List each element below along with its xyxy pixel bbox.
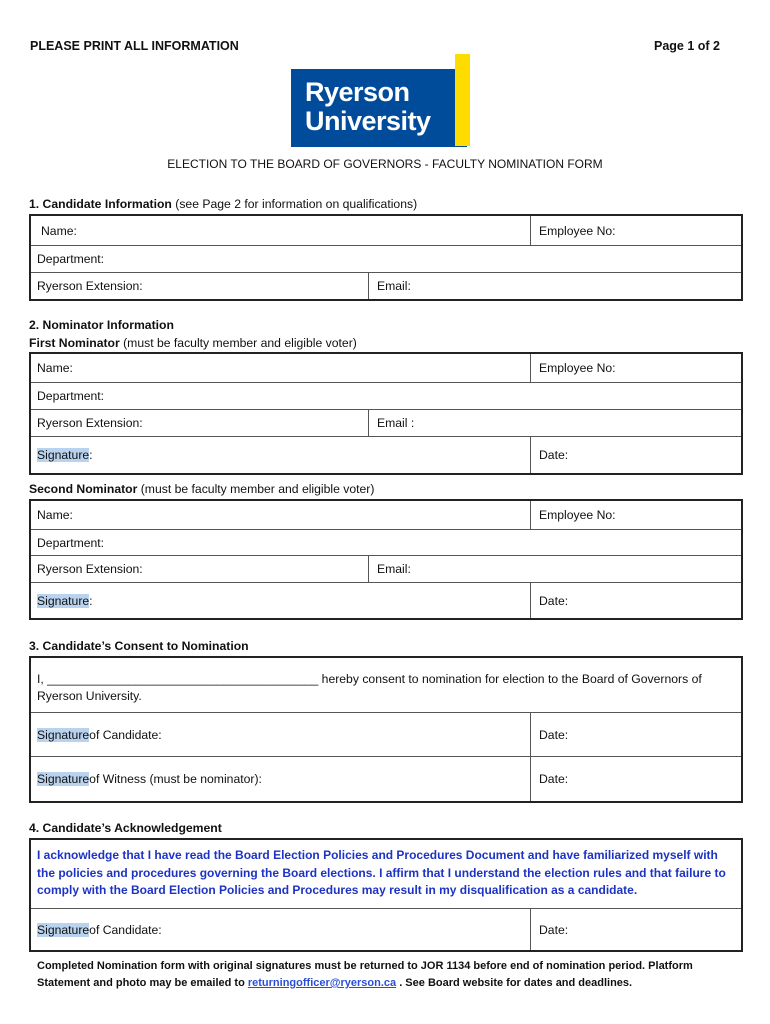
first-nominator-email-field[interactable]: Email : xyxy=(377,416,415,430)
witness-signature-field[interactable]: Signature of Witness (must be nominator): xyxy=(37,772,262,786)
consent-box xyxy=(29,656,743,803)
section1-title: 1. Candidate Information (see Page 2 for information on qualifications) xyxy=(29,197,418,211)
first-nominator-name-field[interactable]: Name: xyxy=(37,361,73,375)
second-nominator-date-field[interactable]: Date: xyxy=(539,593,569,608)
first-nominator-heading: First Nominator (must be faculty member and eligible voter) xyxy=(29,336,357,350)
first-nominator-date-field[interactable]: Date: xyxy=(539,448,569,462)
first-nominator-extension-field[interactable]: Ryerson Extension: xyxy=(37,416,143,430)
section2-title: 2. Nominator Information xyxy=(29,318,174,332)
logo-line2: University xyxy=(305,106,431,136)
candidate-extension-field[interactable]: Ryerson Extension: xyxy=(37,279,143,293)
first-nominator-employee-no-field[interactable]: Employee No: xyxy=(539,361,616,375)
logo-line1: Ryerson xyxy=(305,77,410,107)
footer-note: Completed Nomination form with original signatures must be returned to JOR 1134 before end of nomination period. Platform Statement and photo may be emailed to returningofficer@ryerson.ca . See Board website for dates and deadlines. xyxy=(37,960,693,989)
acknowledgement-box xyxy=(29,838,743,952)
second-nominator-email-field[interactable]: Email: xyxy=(377,562,411,576)
candidate-employee-no-field[interactable]: Employee No: xyxy=(539,223,616,238)
print-instruction: PLEASE PRINT ALL INFORMATION xyxy=(30,39,239,53)
form-title: ELECTION TO THE BOARD OF GOVERNORS - FACULTY NOMINATION FORM xyxy=(167,157,603,171)
first-nominator-box xyxy=(29,352,743,475)
acknowledgement-signature-field[interactable]: Signature of Candidate: xyxy=(37,922,162,937)
returning-officer-email-link[interactable]: returningofficer@ryerson.ca xyxy=(247,977,397,989)
first-nominator-department-field[interactable]: Department: xyxy=(37,389,105,403)
ryerson-logo xyxy=(291,54,479,147)
first-nominator-signature-field[interactable]: Signature : xyxy=(37,448,93,462)
second-nominator-signature-field[interactable]: Signature : xyxy=(37,593,93,608)
second-nominator-name-field[interactable]: Name: xyxy=(37,508,73,522)
section4-title: 4. Candidate’s Acknowledgement xyxy=(29,821,222,835)
consent-statement[interactable]: I, ________________________________________ hereby consent to nomination for election to the Board of Governors of Ryerson University. xyxy=(37,672,702,703)
second-nominator-department-field[interactable]: Department: xyxy=(37,535,105,550)
second-nominator-box xyxy=(29,499,743,620)
candidate-email-field[interactable]: Email: xyxy=(377,279,411,293)
section3-title: 3. Candidate’s Consent to Nomination xyxy=(29,639,249,653)
candidate-name-field[interactable]: Name: xyxy=(41,223,77,238)
second-nominator-heading: Second Nominator (must be faculty member and eligible voter) xyxy=(29,482,375,496)
candidate-consent-signature-field[interactable]: Signature of Candidate: xyxy=(37,727,162,742)
acknowledgement-text: I acknowledge that I have read the Board Election Policies and Procedures Document and have familiarized myself with the policies and procedures governing the Board elections. I affirm that I understand the election rules and that failure to comply with the Board Election Policies and Procedures may result in my disqualification as a candidate. xyxy=(37,848,726,897)
second-nominator-extension-field[interactable]: Ryerson Extension: xyxy=(37,562,143,576)
candidate-consent-date-field[interactable]: Date: xyxy=(539,727,569,742)
witness-date-field[interactable]: Date: xyxy=(539,772,569,786)
page-number: Page 1 of 2 xyxy=(654,39,720,53)
candidate-department-field[interactable]: Department: xyxy=(37,252,105,266)
candidate-info-box xyxy=(29,214,743,301)
acknowledgement-date-field[interactable]: Date: xyxy=(539,922,569,937)
second-nominator-employee-no-field[interactable]: Employee No: xyxy=(539,508,616,522)
